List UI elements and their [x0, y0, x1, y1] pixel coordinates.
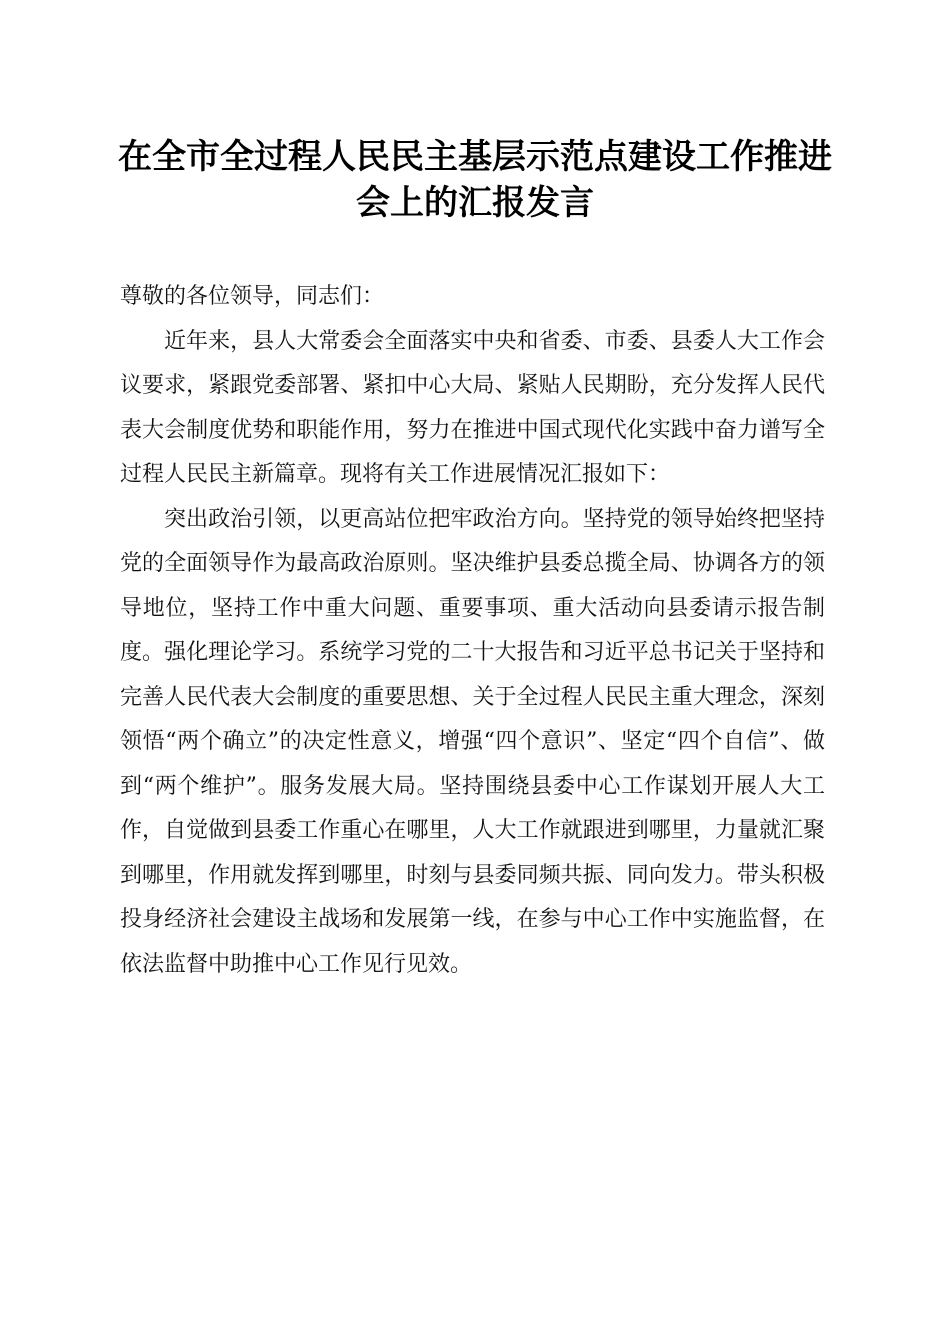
paragraph-intro: 近年来，县人大常委会全面落实中央和省委、市委、县委人大工作会议要求，紧跟党委部署、紧扣中心大局、紧贴人民期盼，充分发挥人民代表大会制度优势和职能作用，努力在推进中国式现代化实践中奋力谱写全过程人民民主新篇章。现将有关工作进展情况汇报如下：: [120, 328, 825, 487]
salutation: 尊敬的各位领导，同志们：: [120, 284, 385, 309]
document-body: [120, 275, 825, 987]
document-title: 在全市全过程人民民主基层示范点建设工作推进会上的汇报发言: [118, 137, 832, 223]
paragraph-political-leadership: 突出政治引领，以更高站位把牢政治方向。坚持党的领导始终把坚持党的全面领导作为最高政治原则。坚决维护县委总揽全局、协调各方的领导地位，坚持工作中重大问题、重要事项、重大活动向县委请示报告制度。强化理论学习。系统学习党的二十大报告和习近平总书记关于坚持和完善人民代表大会制度的重要思想、关于全过程人民民主重大理念，深刻领悟“两个确立”的决定性意义，增强“四个意识”、坚定“四个自信”、做到“两个维护”。服务发展大局。坚持围绕县委中心工作谋划开展人大工作，自觉做到县委工作重心在哪里，人大工作就跟进到哪里，力量就汇聚到哪里，作用就发挥到哪里，时刻与县委同频共振、同向发力。带头积极投身经济社会建设主战场和发展第一线，在参与中心工作中实施监督，在依法监督中助推中心工作见行见效。: [120, 506, 825, 977]
